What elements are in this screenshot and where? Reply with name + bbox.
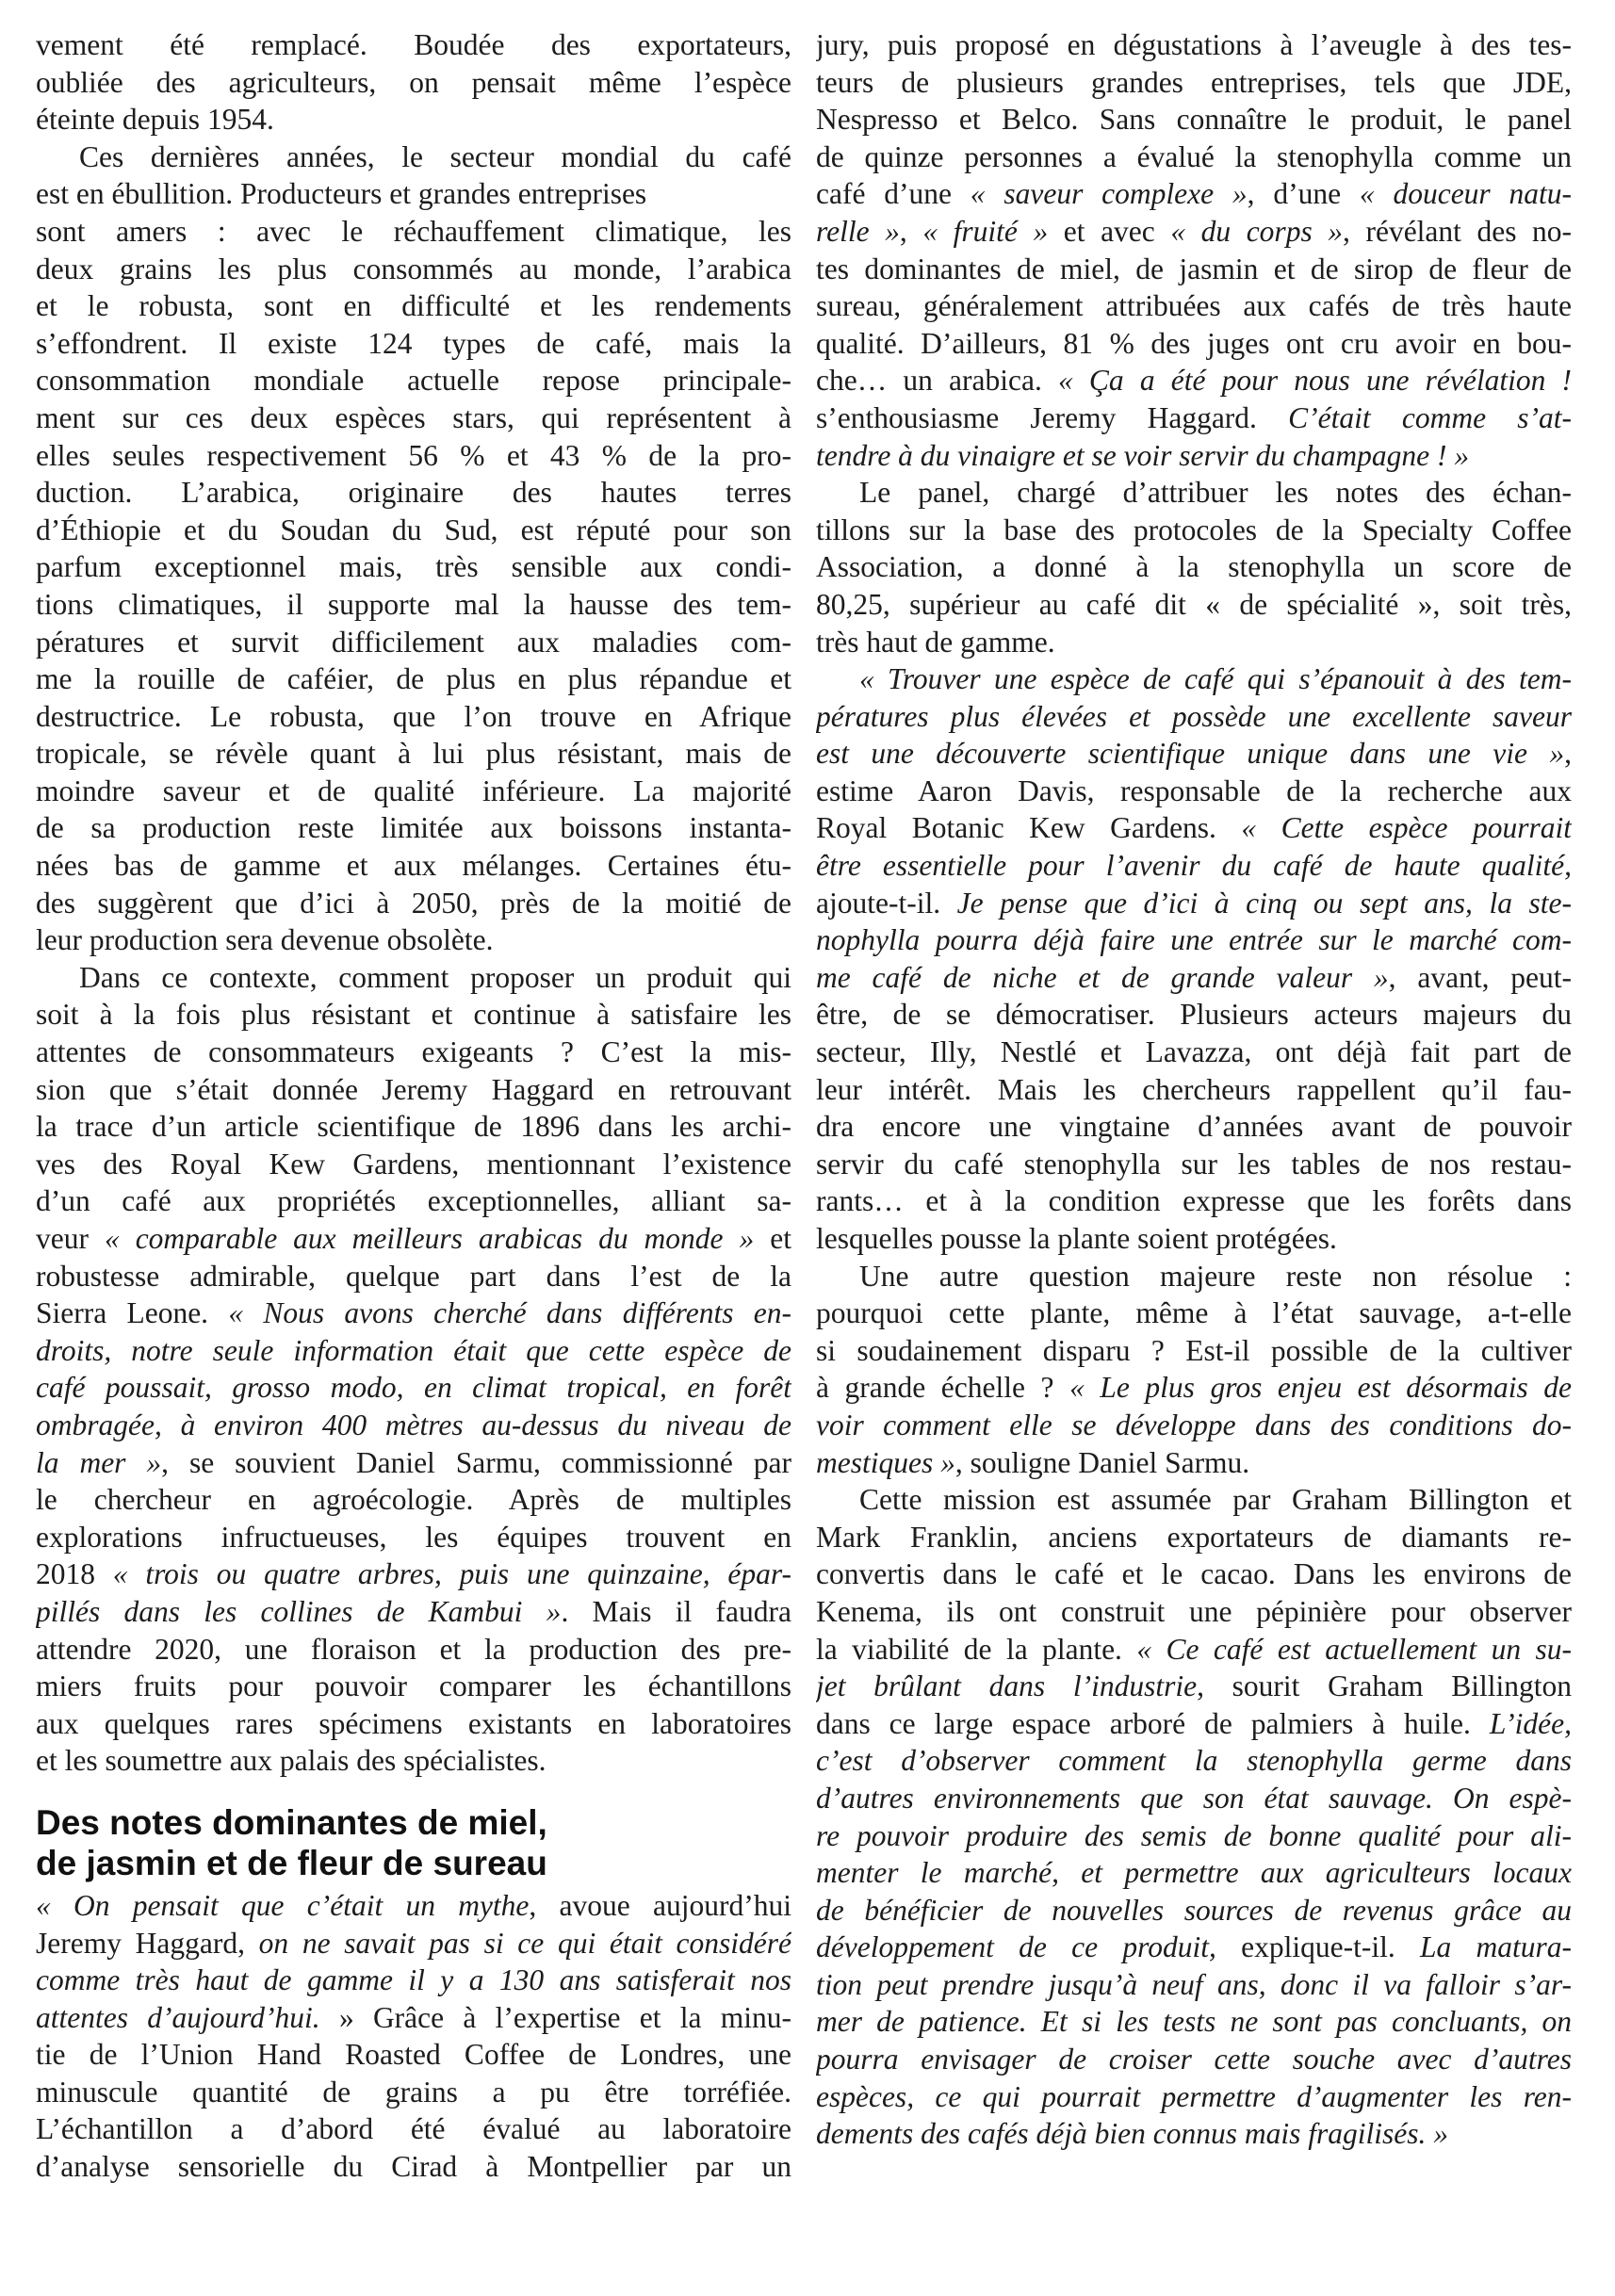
- text-segment: destructrice. Le robusta, que l’on trouve en Afrique: [36, 699, 791, 733]
- italic-quote-segment: pillés dans les collines de Kambui »: [36, 1594, 562, 1628]
- text-segment: leur production sera devenue obsolète.: [36, 923, 494, 957]
- text-line: [36, 101, 791, 138]
- text-line: [36, 809, 791, 847]
- text-segment: ,: [899, 214, 923, 248]
- italic-quote-segment: espèces, ce qui pourrait permettre d’augmenter les ren-: [816, 2079, 1572, 2113]
- text-line: [36, 362, 791, 399]
- text-segment: me la rouille de caféier, de plus en plus répandue et: [36, 662, 791, 696]
- text-segment: veur: [36, 1222, 105, 1255]
- text-line: [816, 512, 1572, 549]
- text-segment: Sierra Leone.: [36, 1296, 229, 1330]
- text-line: [36, 698, 791, 736]
- text-segment: ,: [1564, 737, 1572, 771]
- text-segment: Le panel, chargé d’attribuer les notes des échan-: [859, 476, 1572, 510]
- text-line: [36, 959, 791, 997]
- text-line: [36, 1444, 791, 1482]
- text-line: [816, 1742, 1572, 1780]
- text-line: [816, 959, 1572, 997]
- italic-quote-segment: mestiques »: [816, 1445, 955, 1479]
- text-segment: , se souvient Daniel Sarmu, commissionné par: [161, 1445, 791, 1479]
- text-line: [816, 2078, 1572, 2116]
- text-line: [816, 1332, 1572, 1370]
- italic-quote-segment: droits, notre seule information était que cette espèce de: [36, 1333, 791, 1367]
- italic-quote-segment: menter le marché, et permettre aux agriculteurs locaux: [816, 1856, 1572, 1890]
- italic-quote-segment: « saveur complexe »: [970, 177, 1248, 211]
- text-segment: . Mais il faudra: [561, 1594, 791, 1628]
- text-segment: Nespresso et Belco. Sans connaître le produit, le panel: [816, 103, 1572, 137]
- text-line: [816, 1892, 1572, 1930]
- text-segment: le chercheur en agroécologie. Après de multiples: [36, 1483, 791, 1517]
- text-segment: Royal Botanic Kew Gardens.: [816, 811, 1242, 845]
- text-line: [36, 1034, 791, 1071]
- text-segment: sureau, généralement attribuées aux cafés de très haute: [816, 289, 1572, 323]
- text-segment: dra encore une vingtaine d’années avant de pouvoir: [816, 1110, 1572, 1144]
- text-line: [816, 735, 1572, 773]
- text-line: [36, 437, 791, 475]
- italic-quote-segment: « Trouver une espèce de café qui s’épanouit à des tem-: [859, 662, 1572, 696]
- text-line: [36, 921, 791, 959]
- text-line: [816, 2041, 1572, 2078]
- text-segment: sont amers : avec le réchauffement climatique, les: [36, 214, 791, 248]
- italic-quote-segment: de bénéficier de nouvelles sources de revenus grâce au: [816, 1893, 1572, 1927]
- italic-quote-segment: La matura-: [1419, 1930, 1572, 1964]
- text-line: [816, 1146, 1572, 1183]
- text-line: [816, 586, 1572, 624]
- italic-quote-segment: « Le plus gros enjeu est désormais de: [1069, 1371, 1572, 1405]
- text-segment: d’analyse sensorielle du Cirad à Montpellier par un: [36, 2150, 791, 2184]
- text-segment: , avant, peut-: [1388, 960, 1572, 994]
- text-line: [36, 175, 791, 213]
- text-line: [816, 26, 1572, 64]
- text-line: [816, 1258, 1572, 1295]
- text-line: [816, 1481, 1572, 1519]
- text-segment: servir du café stenophylla sur les tables de nos restau-: [816, 1147, 1572, 1181]
- italic-quote-segment: C’était comme s’at-: [1288, 400, 1572, 434]
- italic-quote-segment: L’idée,: [1489, 1706, 1572, 1740]
- text-line: [816, 474, 1572, 512]
- text-line: [36, 773, 791, 810]
- text-segment: robustesse admirable, quelque part dans l’est de la: [36, 1259, 791, 1293]
- text-line: [816, 624, 1572, 661]
- text-segment: estime Aaron Davis, responsable de la recherche aux: [816, 773, 1572, 807]
- text-segment: che… un arabica.: [816, 364, 1058, 398]
- text-line: [36, 2074, 791, 2111]
- text-line: [36, 885, 791, 922]
- text-segment: convertis dans le café et le cacao. Dans les environs de: [816, 1557, 1572, 1591]
- text-line: [816, 548, 1572, 586]
- italic-quote-segment: attentes d’aujourd’hui.: [36, 2000, 320, 2034]
- text-line: [36, 1108, 791, 1146]
- italic-quote-segment: comme très haut de gamme il y a 130 ans satisferait nos: [36, 1963, 791, 1997]
- text-line: [816, 1854, 1572, 1892]
- italic-quote-segment: relle »: [816, 214, 900, 248]
- text-line: [816, 1182, 1572, 1220]
- text-segment: attendre 2020, une floraison et la production des pre-: [36, 1632, 791, 1666]
- text-segment: nées bas de gamme et aux mélanges. Certaines étu-: [36, 849, 791, 883]
- text-segment: Dans ce contexte, comment proposer un produit qui: [79, 960, 791, 994]
- text-segment: , d’une: [1247, 177, 1360, 211]
- text-line: [36, 2110, 791, 2148]
- text-line: [816, 1369, 1572, 1407]
- text-segment: à grande échelle ?: [816, 1371, 1070, 1405]
- text-segment: Ces dernières années, le secteur mondial du café: [79, 139, 791, 173]
- text-line: [36, 399, 791, 437]
- text-segment: , souligne Daniel Sarmu.: [954, 1445, 1250, 1479]
- italic-quote-segment: Je pense que d’ici à cinq ou sept ans, la ste-: [956, 886, 1572, 920]
- text-line: [36, 847, 791, 885]
- text-line: [36, 1071, 791, 1109]
- italic-quote-segment: « Cette espèce pourrait: [1241, 811, 1572, 845]
- italic-quote-segment: « Ça a été pour nous une révélation !: [1058, 364, 1572, 398]
- italic-quote-segment: « Nous avons cherché dans différents en-: [228, 1296, 791, 1330]
- text-segment: attentes de consommateurs exigeants ? C’est la mis-: [36, 1035, 791, 1069]
- text-line: [36, 138, 791, 176]
- text-line: [816, 362, 1572, 399]
- text-line: [816, 64, 1572, 102]
- text-segment: s’effondrent. Il existe 124 types de café, mais la: [36, 326, 791, 360]
- italic-quote-segment: est une découverte scientifique unique dans une vie »: [816, 737, 1565, 771]
- text-line: [36, 1481, 791, 1519]
- text-segment: d’un café aux propriétés exceptionnelles, alliant sa-: [36, 1184, 791, 1218]
- text-line: [816, 1034, 1572, 1071]
- italic-quote-segment: tendre à du vinaigre et se voir servir du champagne ! »: [816, 438, 1470, 472]
- text-segment: teurs de plusieurs grandes entreprises, tels que JDE,: [816, 65, 1572, 99]
- text-segment: elles seules respectivement 56 % et 43 % de la pro-: [36, 438, 791, 472]
- text-line: [36, 1668, 791, 1705]
- text-line: [36, 1631, 791, 1669]
- text-line: [816, 437, 1572, 475]
- italic-quote-segment: ombragée, à environ 400 mètres au-dessus du niveau de: [36, 1408, 791, 1441]
- text-segment: tropicale, se révèle quant à lui plus résistant, mais de: [36, 737, 791, 771]
- text-line: [36, 1705, 791, 1743]
- italic-quote-segment: me café de niche et de grande valeur »: [816, 960, 1389, 994]
- text-segment: duction. L’arabica, originaire des hautes terres: [36, 476, 791, 510]
- text-segment: qualité. D’ailleurs, 81 % des juges ont cru avoir en bou-: [816, 326, 1572, 360]
- text-line: [816, 251, 1572, 288]
- text-segment: 80,25, supérieur au café dit « de spécialité », soit très,: [816, 587, 1572, 621]
- text-line: [36, 660, 791, 698]
- text-segment: ment sur ces deux espèces stars, qui représentent à: [36, 400, 791, 434]
- text-segment: est en ébullition. Producteurs et grandes entreprises: [36, 177, 647, 211]
- text-segment: , avoue aujourd’hui: [529, 1888, 791, 1922]
- text-line: [36, 474, 791, 512]
- text-line: [816, 1071, 1572, 1109]
- text-line: [36, 586, 791, 624]
- text-line: [816, 2003, 1572, 2041]
- text-segment: minuscule quantité de grains a pu être torréfiée.: [36, 2075, 791, 2109]
- text-line: [816, 1108, 1572, 1146]
- text-line: [36, 1925, 791, 1962]
- text-segment: , sourit Graham Billington: [1197, 1669, 1572, 1703]
- text-segment: aux quelques rares spécimens existants en laboratoires: [36, 1706, 791, 1740]
- text-segment: explorations infructueuses, les équipes trouvent en: [36, 1520, 791, 1554]
- text-line: [816, 809, 1572, 847]
- italic-quote-segment: être essentielle pour l’avenir du café de haute qualité,: [816, 849, 1572, 883]
- text-line: [36, 996, 791, 1034]
- text-segment: et: [754, 1222, 791, 1255]
- text-segment: vement été remplacé. Boudée des exportateurs,: [36, 28, 791, 61]
- text-segment: » Grâce à l’expertise et la minu-: [319, 2000, 791, 2034]
- text-segment: deux grains les plus consommés au monde, l’arabica: [36, 252, 791, 285]
- italic-quote-segment: la mer »: [36, 1445, 162, 1479]
- text-segment: tie de l’Union Hand Roasted Coffee de Londres, une: [36, 2038, 791, 2072]
- text-segment: la viabilité de la plante.: [816, 1632, 1137, 1666]
- text-segment: d’Éthiopie et du Soudan du Sud, est réputé pour son: [36, 513, 791, 546]
- text-line: [816, 138, 1572, 176]
- text-segment: , révélant des no-: [1343, 214, 1572, 248]
- text-line: [36, 1220, 791, 1258]
- text-segment: de sa production reste limitée aux boissons instanta-: [36, 811, 791, 845]
- text-line: [36, 1295, 791, 1332]
- italic-quote-segment: mer de patience. Et si les tests ne sont pas concluants, on: [816, 2005, 1572, 2039]
- text-line: [816, 773, 1572, 810]
- text-line: [816, 1593, 1572, 1631]
- text-line: [816, 921, 1572, 959]
- italic-quote-segment: café poussait, grosso modo, en climat tropical, en forêt: [36, 1371, 791, 1405]
- text-segment: s’enthousiasme Jeremy Haggard.: [816, 400, 1289, 434]
- section-heading-line: de jasmin et de fleur de sureau: [36, 1843, 547, 1882]
- text-line: [36, 624, 791, 661]
- italic-quote-segment: jet brûlant dans l’industrie: [816, 1669, 1198, 1703]
- text-line: [816, 847, 1572, 885]
- text-segment: L’échantillon a d’abord été évalué au laboratoire: [36, 2112, 791, 2146]
- text-line: [816, 885, 1572, 922]
- text-line: [36, 2148, 791, 2186]
- text-segment: être, de se démocratiser. Plusieurs acteurs majeurs du: [816, 998, 1572, 1032]
- text-segment: très haut de gamme.: [816, 625, 1055, 659]
- text-segment: ajoute-t-il.: [816, 886, 957, 920]
- text-segment: ves des Royal Kew Gardens, mentionnant l’existence: [36, 1147, 791, 1181]
- italic-quote-segment: « On pensait que c’était un mythe: [36, 1888, 530, 1922]
- text-line: [36, 1407, 791, 1444]
- text-line: [816, 325, 1572, 363]
- text-segment: tions climatiques, il supporte mal la hausse des tem-: [36, 587, 791, 621]
- italic-quote-segment: pératures plus élevées et possède une excellente saveur: [816, 699, 1572, 733]
- text-line: [36, 1962, 791, 1999]
- italic-quote-segment: « Ce café est actuellement un su-: [1136, 1632, 1572, 1666]
- text-segment: et le robusta, sont en difficulté et les rendements: [36, 289, 791, 323]
- italic-quote-segment: « du corps »: [1170, 214, 1344, 248]
- text-segment: consommation mondiale actuelle repose principale-: [36, 364, 791, 398]
- text-line: [816, 1966, 1572, 2004]
- spacer: [36, 1780, 791, 1802]
- text-line: [36, 1593, 791, 1631]
- text-segment: Cette mission est assumée par Graham Billington et: [859, 1483, 1572, 1517]
- text-segment: moindre saveur et de qualité inférieure. La majorité: [36, 773, 791, 807]
- text-line: [36, 1258, 791, 1295]
- text-segment: de quinze personnes a évalué la stenophylla comme un: [816, 139, 1572, 173]
- text-line: [816, 660, 1572, 698]
- italic-quote-segment: « trois ou quatre arbres, puis une quinzaine, épar-: [112, 1557, 791, 1591]
- italic-quote-segment: nophylla pourra déjà faire une entrée sur le marché com-: [816, 923, 1572, 957]
- text-line: [36, 548, 791, 586]
- text-segment: oubliée des agriculteurs, on pensait même l’espèce: [36, 65, 791, 99]
- text-segment: tes dominantes de miel, de jasmin et de sirop de fleur de: [816, 252, 1572, 285]
- text-segment: des suggèrent que d’ici à 2050, près de la moitié de: [36, 886, 791, 920]
- text-line: [36, 287, 791, 325]
- text-line: [816, 287, 1572, 325]
- text-line: [816, 1220, 1572, 1258]
- italic-quote-segment: « comparable aux meilleurs arabicas du monde »: [104, 1222, 755, 1255]
- text-line: [816, 698, 1572, 736]
- text-line: [816, 1780, 1572, 1817]
- text-segment: Une autre question majeure reste non résolue :: [859, 1259, 1572, 1293]
- italic-quote-segment: re pouvoir produire des semis de bonne qualité pour ali-: [816, 1818, 1572, 1852]
- text-segment: secteur, Illy, Nestlé et Lavazza, ont déjà fait part de: [816, 1035, 1572, 1069]
- italic-quote-segment: tion peut prendre jusqu’à neuf ans, donc il va falloir s’ar-: [816, 1967, 1572, 2001]
- text-line: [816, 2115, 1572, 2153]
- text-segment: 2018: [36, 1557, 113, 1591]
- text-line: [816, 213, 1572, 251]
- italic-quote-segment: voir comment elle se développe dans des conditions do-: [816, 1408, 1572, 1441]
- text-segment: soit à la fois plus résistant et continue à satisfaire les: [36, 998, 791, 1032]
- text-segment: et les soumettre aux palais des spécialistes.: [36, 1744, 546, 1778]
- text-segment: et avec: [1048, 214, 1171, 248]
- text-line: [816, 1295, 1572, 1332]
- text-segment: dans ce large espace arboré de palmiers à huile.: [816, 1706, 1490, 1740]
- text-line: [816, 1668, 1572, 1705]
- text-line: [36, 512, 791, 549]
- text-line: [36, 325, 791, 363]
- text-line: [816, 1705, 1572, 1743]
- text-segment: Mark Franklin, anciens exportateurs de diamants re-: [816, 1520, 1572, 1554]
- italic-quote-segment: d’autres environnements que son état sauvage. On espè-: [816, 1781, 1572, 1815]
- text-segment: Kenema, ils ont construit une pépinière pour observer: [816, 1594, 1572, 1628]
- text-line: [816, 399, 1572, 437]
- text-segment: parfum exceptionnel mais, très sensible aux condi-: [36, 550, 791, 584]
- text-segment: la trace d’un article scientifique de 1896 dans les archi-: [36, 1110, 791, 1144]
- text-line: [36, 1519, 791, 1556]
- italic-quote-segment: pourra envisager de croiser cette souche avec d’autres: [816, 2043, 1572, 2076]
- text-line: [36, 1146, 791, 1183]
- text-line: [36, 64, 791, 102]
- text-line: [816, 101, 1572, 138]
- text-line: [36, 1887, 791, 1925]
- text-line: [36, 1369, 791, 1407]
- text-segment: leur intérêt. Mais les chercheurs rappellent qu’il fau-: [816, 1072, 1572, 1106]
- text-line: [816, 175, 1572, 213]
- italic-quote-segment: « fruité »: [922, 214, 1049, 248]
- italic-quote-segment: « douceur natu-: [1359, 177, 1572, 211]
- italic-quote-segment: dements des cafés déjà bien connus mais fragilisés. »: [816, 2117, 1449, 2151]
- text-line: [36, 213, 791, 251]
- text-line: [36, 1999, 791, 2037]
- text-segment: explique-t-il.: [1241, 1930, 1420, 1964]
- section-heading-line: Des notes dominantes de miel,: [36, 1802, 547, 1842]
- text-segment: pourquoi cette plante, même à l’état sauvage, a-t-elle: [816, 1296, 1572, 1330]
- text-line: [816, 1929, 1572, 1966]
- text-line: [816, 1817, 1572, 1855]
- text-line: [816, 1555, 1572, 1593]
- right-column: [816, 26, 1572, 2153]
- text-segment: café d’une: [816, 177, 971, 211]
- text-segment: rants… et à la condition expresse que les forêts dans: [816, 1184, 1572, 1218]
- text-line: [36, 26, 791, 64]
- text-line: [816, 1407, 1572, 1444]
- text-segment: jury, puis proposé en dégustations à l’aveugle à des tes-: [816, 28, 1572, 61]
- text-line: [36, 1182, 791, 1220]
- text-line: [816, 1444, 1572, 1482]
- text-line: [816, 996, 1572, 1034]
- text-segment: Jeremy Haggard,: [36, 1926, 259, 1960]
- text-line: [36, 1332, 791, 1370]
- text-line: [36, 735, 791, 773]
- text-line: [36, 1742, 791, 1780]
- text-segment: éteinte depuis 1954.: [36, 103, 274, 137]
- text-segment: Association, a donné à la stenophylla un score de: [816, 550, 1572, 584]
- text-segment: pératures et survit difficilement aux maladies com-: [36, 625, 791, 659]
- text-segment: si soudainement disparu ? Est-il possible de la cultiver: [816, 1333, 1572, 1367]
- text-line: [816, 1631, 1572, 1669]
- text-line: [816, 1519, 1572, 1556]
- text-line: [36, 251, 791, 288]
- text-segment: miers fruits pour pouvoir comparer les échantillons: [36, 1669, 791, 1703]
- text-segment: lesquelles pousse la plante soient protégées.: [816, 1222, 1337, 1255]
- text-line: [36, 2036, 791, 2074]
- italic-quote-segment: on ne savait pas si ce qui était considéré: [258, 1926, 791, 1960]
- left-column: [36, 26, 791, 2186]
- text-segment: sion que s’était donnée Jeremy Haggard en retrouvant: [36, 1072, 791, 1106]
- text-segment: tillons sur la base des protocoles de la Specialty Coffee: [816, 513, 1572, 546]
- italic-quote-segment: développement de ce produit,: [816, 1930, 1242, 1964]
- text-line: [36, 1555, 791, 1593]
- italic-quote-segment: c’est d’observer comment la stenophylla germe dans: [816, 1744, 1572, 1778]
